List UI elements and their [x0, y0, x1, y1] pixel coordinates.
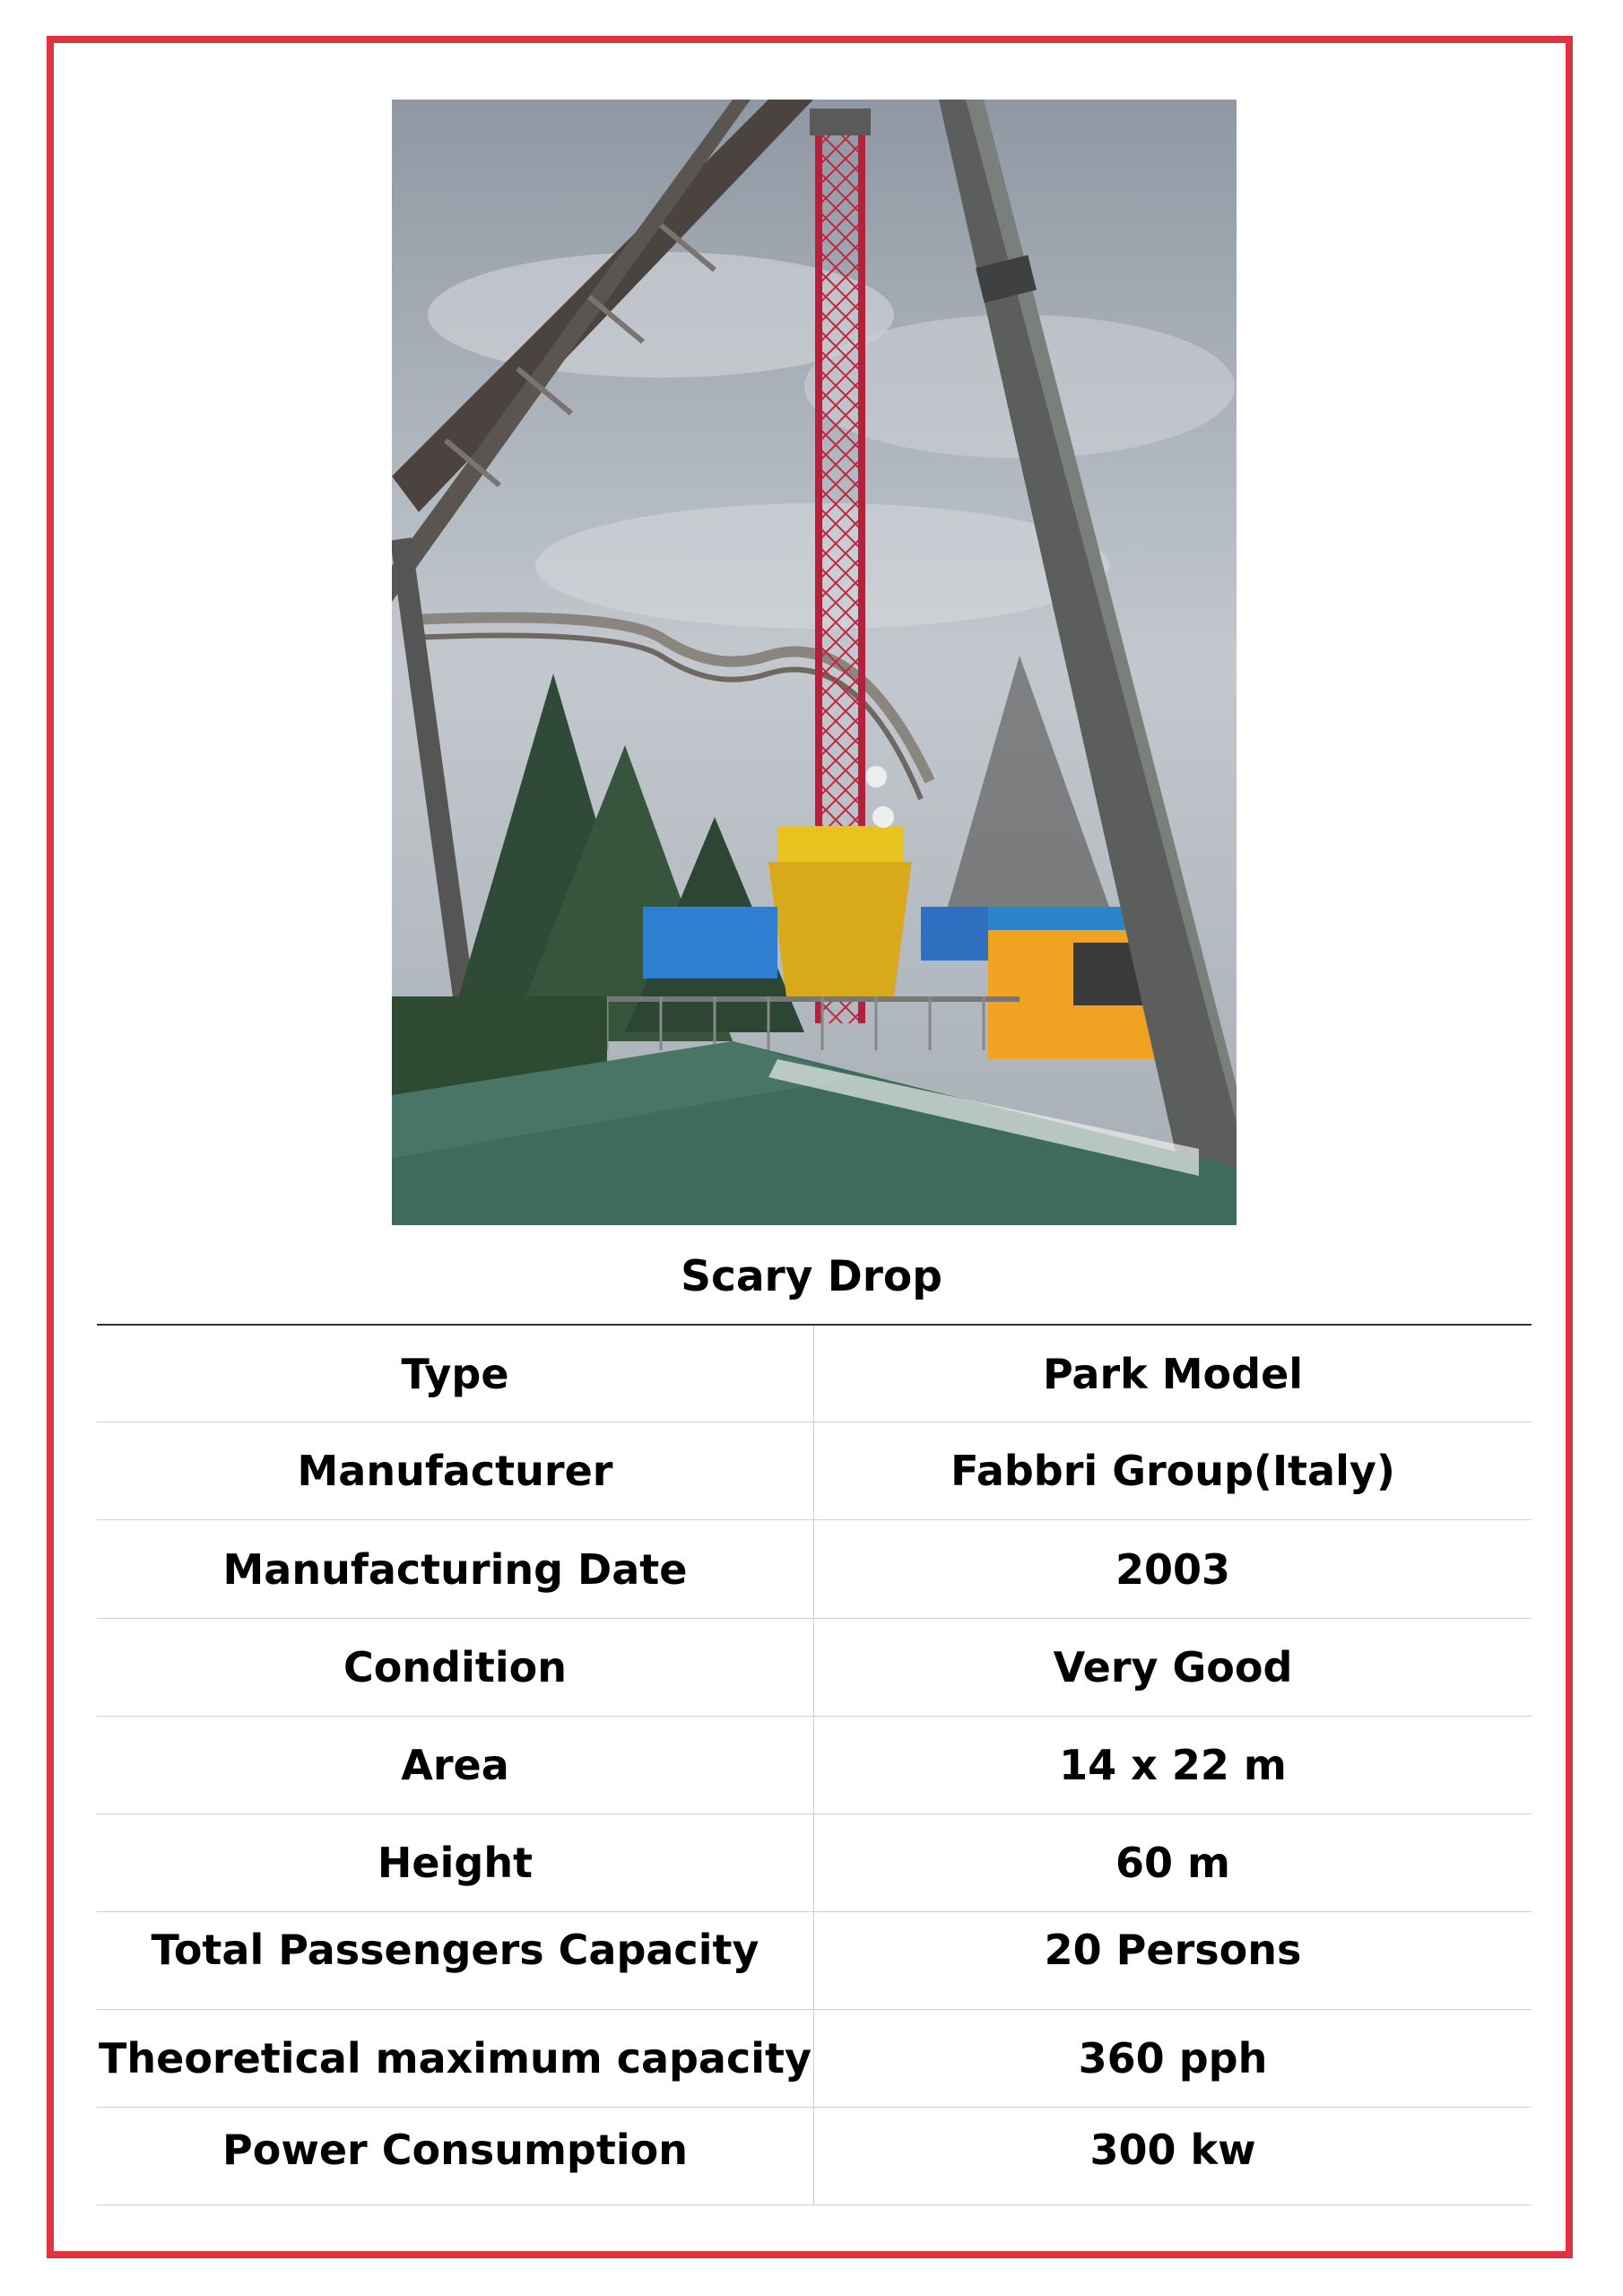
spec-value: Park Model	[1042, 1349, 1304, 1398]
spec-value: 360 pph	[1078, 2034, 1268, 2083]
drop-tower-illustration	[392, 100, 1237, 1225]
spec-row-manufacturing-date	[97, 1520, 1532, 1619]
spec-value: 2003	[1115, 1544, 1231, 1594]
spec-row-total-passengers-capacity	[97, 1912, 1532, 2010]
spec-row-condition	[97, 1619, 1532, 1717]
spec-row-manufacturer	[97, 1422, 1532, 1520]
spec-label: Type	[97, 1326, 814, 1422]
spec-label: Condition	[97, 1619, 814, 1716]
spec-label: Total Passengers Capacity	[97, 1912, 814, 2009]
spec-label: Theoretical maximum capacity	[97, 2010, 814, 2107]
spec-row-power-consumption	[97, 2108, 1532, 2205]
spec-label: Area	[97, 1717, 814, 1813]
spec-row-theoretical-maximum-capacity	[97, 2010, 1532, 2108]
ride-photo	[392, 100, 1237, 1225]
spec-value: Fabbri Group(Italy)	[950, 1447, 1395, 1495]
spec-label: Height	[97, 1814, 814, 1911]
spec-row-type	[97, 1326, 1532, 1422]
spec-value: Very Good	[1053, 1643, 1293, 1692]
spec-row-area	[97, 1717, 1532, 1814]
ride-title: Scary Drop	[681, 1252, 942, 1301]
spec-label: Power Consumption	[97, 2108, 814, 2205]
spec-label: Manufacturer	[97, 1422, 814, 1519]
spec-value: 20 Persons	[1044, 1926, 1302, 1974]
spec-value: 60 m	[1115, 1839, 1230, 1887]
spec-value: 14 x 22 m	[1059, 1741, 1287, 1789]
spec-row-height	[97, 1814, 1532, 1912]
spec-value: 300 kw	[1089, 2126, 1256, 2174]
spec-table	[97, 1324, 1532, 2205]
spec-label: Manufacturing Date	[97, 1520, 814, 1618]
